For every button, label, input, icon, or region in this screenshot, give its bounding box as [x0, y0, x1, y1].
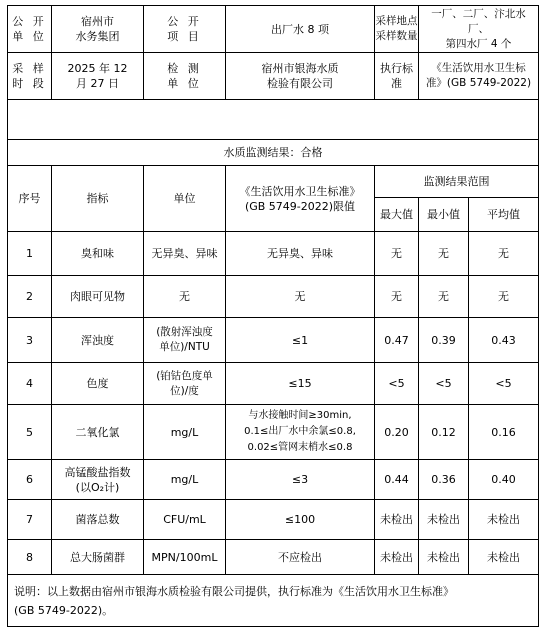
sampling-period-label: 采 样 时 段: [8, 53, 52, 100]
col-range: 监测结果范围: [375, 166, 539, 198]
standard-label: 执行标准: [375, 53, 419, 100]
row-limit: 不应检出: [226, 540, 375, 575]
blank-cell: [8, 100, 539, 140]
row-avg: 无: [469, 232, 539, 276]
row-avg: 无: [469, 276, 539, 318]
row-unit: mg/L: [144, 460, 226, 500]
row-avg: 0.43: [469, 318, 539, 363]
row-max: 0.47: [375, 318, 419, 363]
row-min: 无: [419, 232, 469, 276]
row-limit: ≤15: [226, 363, 375, 405]
col-seq: 序号: [8, 166, 52, 232]
publish-unit-label: 公 开 单 位: [8, 6, 52, 53]
note-text: 说明：以上数据由宿州市银海水质检验有限公司提供，执行标准为《生活饮用水卫生标准》 (GB 5749-2022)。: [8, 575, 539, 627]
table-row: [8, 540, 539, 575]
row-unit: 无异臭、异味: [144, 232, 226, 276]
table-row: [8, 232, 539, 276]
row-indicator: 色度: [52, 363, 144, 405]
table-row: [8, 363, 539, 405]
col-indicator: 指标: [52, 166, 144, 232]
row-indicator: 菌落总数: [52, 500, 144, 540]
row-unit: mg/L: [144, 405, 226, 460]
col-min: 最小值: [419, 198, 469, 232]
row-limit: 无: [226, 276, 375, 318]
row-unit: (散射浑浊度 单位)/NTU: [144, 318, 226, 363]
row-seq: 5: [8, 405, 52, 460]
row-min: 无: [419, 276, 469, 318]
header-row-2: [8, 53, 539, 100]
row-indicator: 浑浊度: [52, 318, 144, 363]
row-max: 0.20: [375, 405, 419, 460]
row-min: 未检出: [419, 500, 469, 540]
publish-unit-value: 宿州市 水务集团: [52, 6, 144, 53]
row-avg: 未检出: [469, 540, 539, 575]
row-unit: MPN/100mL: [144, 540, 226, 575]
table-row: [8, 318, 539, 363]
row-min: 0.12: [419, 405, 469, 460]
row-limit: ≤100: [226, 500, 375, 540]
col-unit: 单位: [144, 166, 226, 232]
row-seq: 3: [8, 318, 52, 363]
row-min: 0.39: [419, 318, 469, 363]
row-avg: <5: [469, 363, 539, 405]
row-indicator: 高锰酸盐指数 (以O₂计): [52, 460, 144, 500]
row-seq: 4: [8, 363, 52, 405]
result-summary: 水质监测结果：合格: [8, 140, 539, 166]
row-unit: 无: [144, 276, 226, 318]
col-max: 最大值: [375, 198, 419, 232]
row-max: 未检出: [375, 540, 419, 575]
testing-unit-label: 检 测 单 位: [144, 53, 226, 100]
row-min: 0.36: [419, 460, 469, 500]
row-seq: 7: [8, 500, 52, 540]
row-indicator: 臭和味: [52, 232, 144, 276]
publish-item-label: 公 开 项 目: [144, 6, 226, 53]
row-unit: (铂钴色度单 位)/度: [144, 363, 226, 405]
table-row: [8, 500, 539, 540]
row-seq: 1: [8, 232, 52, 276]
row-limit: 与水接触时间≥30min, 0.1≤出厂水中余氯≤0.8, 0.02≤管网末梢水≤0.8: [226, 405, 375, 460]
row-max: 无: [375, 276, 419, 318]
sampling-period-value: 2025 年 12 月 27 日: [52, 53, 144, 100]
col-limit: 《生活饮用水卫生标准》 (GB 5749-2022)限值: [226, 166, 375, 232]
sampling-site-value: 一厂、二厂、汴北水厂、 第四水厂 4 个: [419, 6, 539, 53]
row-indicator: 二氧化氯: [52, 405, 144, 460]
row-limit: ≤3: [226, 460, 375, 500]
water-quality-report: [7, 5, 538, 627]
row-avg: 0.16: [469, 405, 539, 460]
col-avg: 平均值: [469, 198, 539, 232]
table-row: [8, 276, 539, 318]
row-max: 0.44: [375, 460, 419, 500]
blank-row: [8, 100, 539, 140]
row-limit: 无异臭、异味: [226, 232, 375, 276]
row-seq: 6: [8, 460, 52, 500]
row-seq: 8: [8, 540, 52, 575]
report-table: [7, 5, 539, 627]
row-min: 未检出: [419, 540, 469, 575]
table-row: [8, 460, 539, 500]
row-seq: 2: [8, 276, 52, 318]
publish-item-value: 出厂水 8 项: [226, 6, 375, 53]
row-max: 未检出: [375, 500, 419, 540]
row-max: <5: [375, 363, 419, 405]
row-indicator: 总大肠菌群: [52, 540, 144, 575]
testing-unit-value: 宿州市银海水质 检验有限公司: [226, 53, 375, 100]
row-max: 无: [375, 232, 419, 276]
standard-value: 《生活饮用水卫生标 准》(GB 5749-2022): [419, 53, 539, 100]
sampling-site-label: 采样地点 采样数量: [375, 6, 419, 53]
header-row-1: [8, 6, 539, 53]
result-summary-row: [8, 140, 539, 166]
row-unit: CFU/mL: [144, 500, 226, 540]
row-min: <5: [419, 363, 469, 405]
row-indicator: 肉眼可见物: [52, 276, 144, 318]
column-header-row-1: [8, 166, 539, 198]
row-avg: 未检出: [469, 500, 539, 540]
row-limit: ≤1: [226, 318, 375, 363]
row-avg: 0.40: [469, 460, 539, 500]
table-row: [8, 405, 539, 460]
